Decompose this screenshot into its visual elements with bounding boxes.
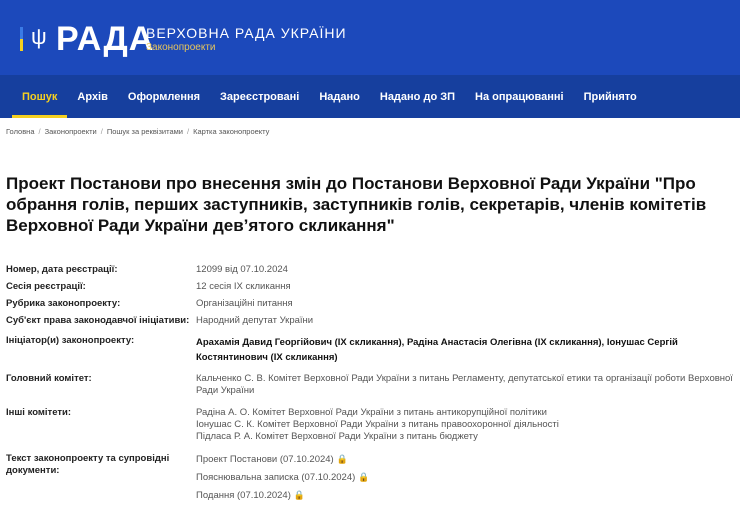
document-link[interactable]: Подання (07.10.2024) (196, 490, 291, 501)
field-value: 12099 від 07.10.2024 (196, 264, 288, 275)
site-title: ВЕРХОВНА РАДА УКРАЇНИ (146, 25, 347, 41)
lock-icon: 🔒 (358, 472, 370, 482)
site-subtitle: Законопроекти (146, 42, 216, 53)
breadcrumb-home[interactable]: Головна (6, 127, 35, 136)
committee-item: Підласа Р. А. Комітет Верховної Ради України з питань бюджету (196, 431, 478, 442)
bill-details (0, 264, 740, 507)
main-committee: Кальченко С. В. Комітет Верховної Ради України з питань Регламенту, депутатської етики та організації роботи Верховної Ради України (196, 373, 733, 396)
flag-icon (20, 27, 23, 51)
field-label: Номер, дата реєстрації: (6, 264, 118, 275)
nav-submitted-zp[interactable]: Надано до ЗП (379, 91, 456, 103)
lock-icon: 🔒 (336, 454, 348, 464)
field-value: 12 сесія IX скликання (196, 281, 291, 292)
logo[interactable]: РАДА (56, 20, 155, 58)
breadcrumb-search[interactable]: Пошук за реквізитами (106, 127, 183, 136)
nav-processing[interactable]: На опрацюванні (475, 91, 564, 103)
initiators[interactable]: Арахамія Давид Георгійович (IX скликання), Радіна Анастасія Олегівна (IX скликання), Іонушас Сергій Костянтинович (IX скликання) (196, 337, 678, 363)
field-label: Ініціатор(и) законопроекту: (6, 335, 135, 346)
nav-adopted[interactable]: Прийнято (583, 91, 637, 103)
field-value: Народний депутат України (196, 315, 314, 326)
nav-drafting[interactable]: Оформлення (127, 91, 201, 103)
main-nav (0, 75, 740, 118)
breadcrumb-bills[interactable]: Законопроекти (44, 127, 97, 136)
field-label: Суб'єкт права законодавчої ініціативи: (6, 315, 190, 326)
nav-archive[interactable]: Архів (77, 91, 108, 103)
field-label: Інші комітети: (6, 407, 72, 418)
field-label: Текст законопроекту та супровідні документи: (6, 453, 170, 476)
breadcrumb: Головна / Законопроекти / Пошук за реквізитами / Картка законопроекту (6, 127, 270, 136)
nav-registered[interactable]: Зареєстровані (220, 91, 300, 103)
field-label: Головний комітет: (6, 373, 92, 384)
field-label: Сесія реєстрації: (6, 281, 86, 292)
committee-item: Іонушас С. К. Комітет Верховної Ради України з питань правоохоронної діяльності (196, 419, 559, 430)
trident-icon: ψ (31, 24, 47, 49)
lock-icon: 🔒 (293, 490, 306, 500)
breadcrumb-current: Картка законопроекту (193, 127, 270, 136)
page-title: Проект Постанови про внесення змін до Постанови Верховної Ради України "Про обрання голів, перших заступників, заступників голів, секретарів, членів комітетів Верховної Ради України дев’ятого скликання" (6, 174, 707, 235)
field-label: Рубрика законопроекту: (6, 298, 121, 309)
nav-submitted[interactable]: Надано (319, 91, 360, 103)
nav-search[interactable]: Пошук (12, 75, 67, 118)
field-value: Організаційні питання (196, 298, 293, 309)
document-link[interactable]: Пояснювальна записка (07.10.2024) (196, 472, 356, 483)
site-header (0, 0, 740, 75)
committee-item: Радіна А. О. Комітет Верховної Ради України з питань антикорупційної політики (196, 407, 547, 418)
document-link[interactable]: Проект Постанови (07.10.2024) (196, 454, 334, 465)
